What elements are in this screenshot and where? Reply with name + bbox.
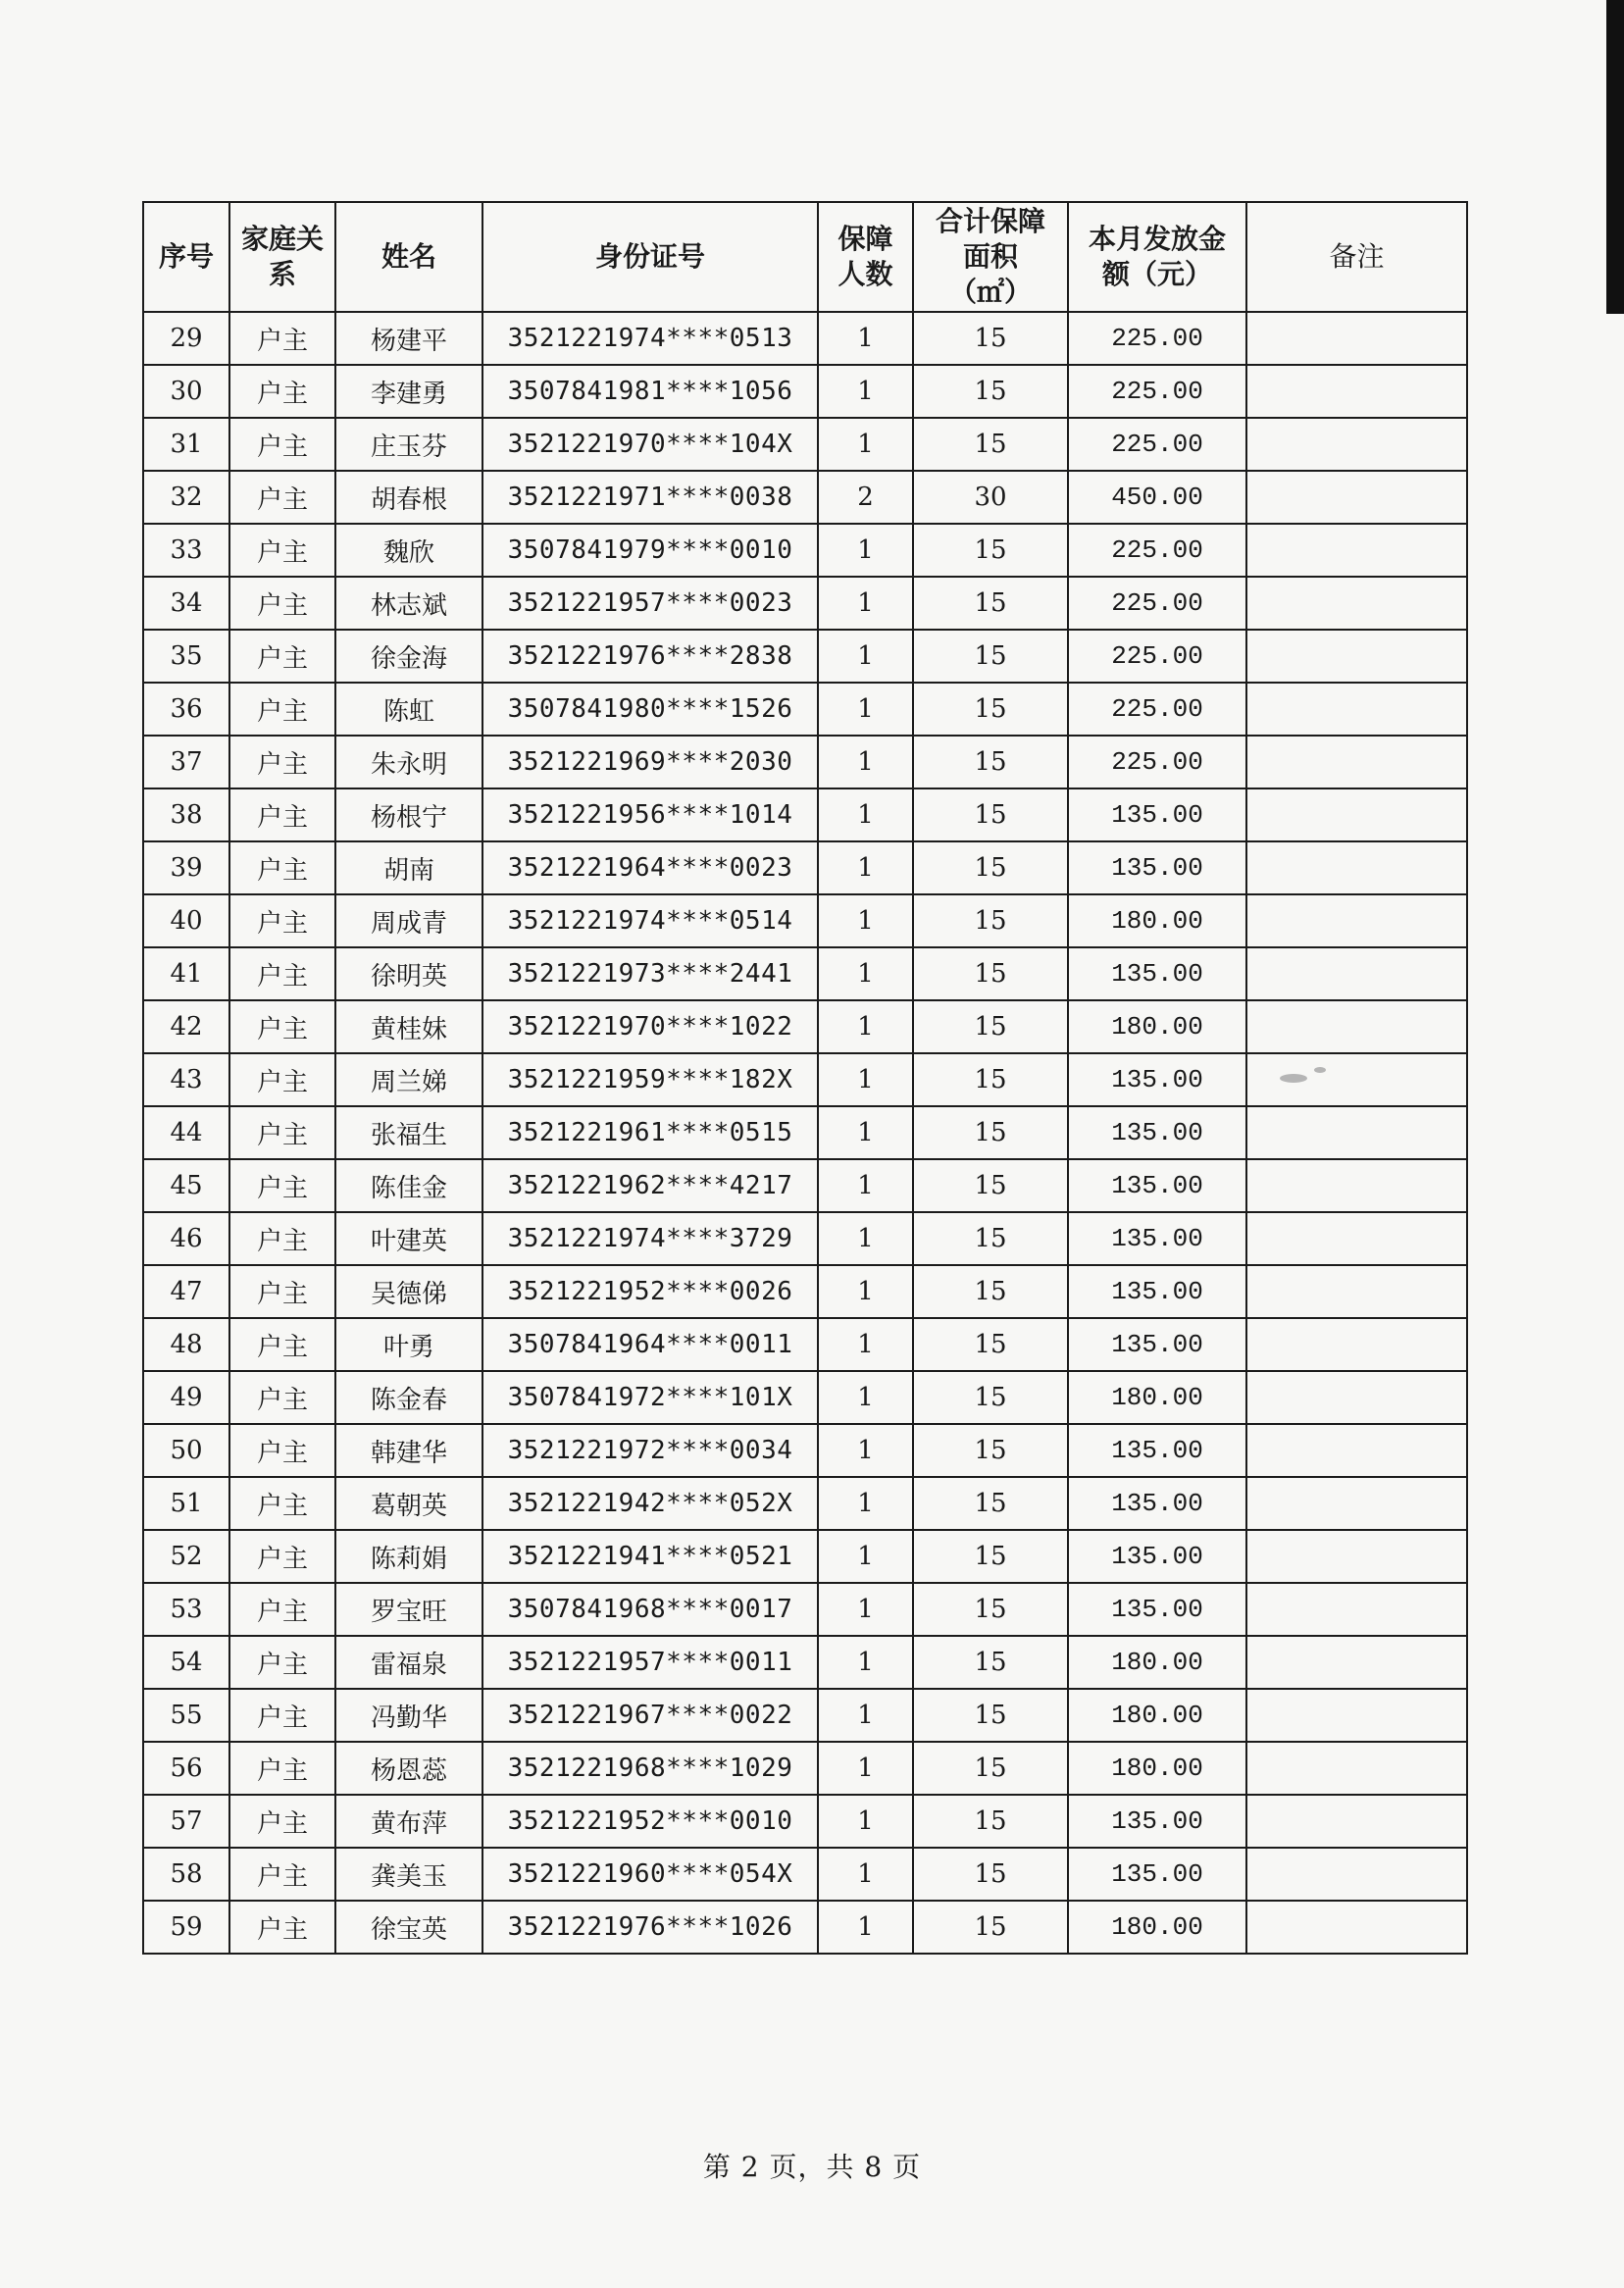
cell-amount: 225.00	[1068, 577, 1246, 630]
cell-persons: 1	[818, 365, 913, 418]
cell-remark	[1246, 1371, 1467, 1424]
cell-area: 15	[913, 1795, 1068, 1848]
cell-persons: 1	[818, 1265, 913, 1318]
cell-relation: 户主	[229, 1424, 335, 1477]
table-row	[143, 1795, 1467, 1848]
cell-persons: 1	[818, 1106, 913, 1159]
cell-area: 15	[913, 1689, 1068, 1742]
cell-id-number: 3521221970****104X	[482, 418, 818, 471]
cell-remark	[1246, 1848, 1467, 1901]
cell-persons: 1	[818, 418, 913, 471]
cell-seq: 38	[143, 788, 229, 841]
cell-name: 黄布萍	[335, 1795, 482, 1848]
cell-seq: 42	[143, 1000, 229, 1053]
cell-persons: 1	[818, 1848, 913, 1901]
cell-seq: 59	[143, 1901, 229, 1954]
cell-amount: 225.00	[1068, 365, 1246, 418]
cell-persons: 1	[818, 947, 913, 1000]
cell-area: 15	[913, 947, 1068, 1000]
table-row	[143, 1371, 1467, 1424]
cell-name: 陈莉娟	[335, 1530, 482, 1583]
cell-area: 15	[913, 418, 1068, 471]
cell-area: 15	[913, 1848, 1068, 1901]
cell-amount: 135.00	[1068, 841, 1246, 894]
cell-amount: 180.00	[1068, 1742, 1246, 1795]
table-row	[143, 1583, 1467, 1636]
table-row	[143, 1530, 1467, 1583]
cell-persons: 1	[818, 1000, 913, 1053]
cell-seq: 33	[143, 524, 229, 577]
cell-remark	[1246, 947, 1467, 1000]
cell-seq: 44	[143, 1106, 229, 1159]
cell-area: 15	[913, 1742, 1068, 1795]
cell-area: 15	[913, 1583, 1068, 1636]
cell-amount: 225.00	[1068, 312, 1246, 365]
cell-amount: 135.00	[1068, 1848, 1246, 1901]
cell-id-number: 3507841980****1526	[482, 683, 818, 736]
cell-remark	[1246, 894, 1467, 947]
cell-name: 黄桂妹	[335, 1000, 482, 1053]
table-row	[143, 418, 1467, 471]
cell-seq: 49	[143, 1371, 229, 1424]
cell-id-number: 3521221974****0513	[482, 312, 818, 365]
header-remark: 备注	[1246, 202, 1467, 312]
cell-name: 朱永明	[335, 736, 482, 788]
cell-area: 15	[913, 736, 1068, 788]
cell-seq: 41	[143, 947, 229, 1000]
cell-persons: 1	[818, 524, 913, 577]
cell-name: 叶勇	[335, 1318, 482, 1371]
cell-amount: 135.00	[1068, 1053, 1246, 1106]
cell-area: 15	[913, 1000, 1068, 1053]
cell-relation: 户主	[229, 1689, 335, 1742]
cell-id-number: 3521221964****0023	[482, 841, 818, 894]
cell-remark	[1246, 524, 1467, 577]
cell-remark	[1246, 1689, 1467, 1742]
cell-seq: 56	[143, 1742, 229, 1795]
cell-relation: 户主	[229, 788, 335, 841]
cell-remark	[1246, 1795, 1467, 1848]
cell-name: 杨恩蕊	[335, 1742, 482, 1795]
cell-area: 15	[913, 1901, 1068, 1954]
cell-relation: 户主	[229, 736, 335, 788]
table-row	[143, 471, 1467, 524]
table-row	[143, 683, 1467, 736]
table-row	[143, 630, 1467, 683]
cell-persons: 1	[818, 894, 913, 947]
cell-id-number: 3521221952****0010	[482, 1795, 818, 1848]
cell-amount: 135.00	[1068, 1795, 1246, 1848]
cell-id-number: 3521221941****0521	[482, 1530, 818, 1583]
cell-seq: 58	[143, 1848, 229, 1901]
cell-name: 李建勇	[335, 365, 482, 418]
cell-relation: 户主	[229, 312, 335, 365]
table-row	[143, 894, 1467, 947]
cell-remark	[1246, 630, 1467, 683]
cell-id-number: 3521221942****052X	[482, 1477, 818, 1530]
table-row	[143, 1901, 1467, 1954]
cell-relation: 户主	[229, 418, 335, 471]
cell-amount: 135.00	[1068, 1477, 1246, 1530]
cell-name: 罗宝旺	[335, 1583, 482, 1636]
cell-name: 周兰娣	[335, 1053, 482, 1106]
table-row	[143, 577, 1467, 630]
cell-persons: 1	[818, 1530, 913, 1583]
table-row	[143, 1106, 1467, 1159]
cell-area: 15	[913, 1636, 1068, 1689]
header-persons: 保障 人数	[818, 202, 913, 312]
cell-remark	[1246, 1530, 1467, 1583]
cell-remark	[1246, 1742, 1467, 1795]
header-seq: 序号	[143, 202, 229, 312]
cell-amount: 135.00	[1068, 1159, 1246, 1212]
table-row	[143, 841, 1467, 894]
table-row	[143, 1636, 1467, 1689]
cell-amount: 135.00	[1068, 1583, 1246, 1636]
cell-seq: 52	[143, 1530, 229, 1583]
cell-persons: 1	[818, 1159, 913, 1212]
cell-area: 15	[913, 1265, 1068, 1318]
cell-area: 15	[913, 894, 1068, 947]
cell-relation: 户主	[229, 1901, 335, 1954]
document-page	[142, 201, 1466, 1955]
cell-id-number: 3521221956****1014	[482, 788, 818, 841]
cell-area: 15	[913, 577, 1068, 630]
cell-name: 徐宝英	[335, 1901, 482, 1954]
table-row	[143, 1689, 1467, 1742]
cell-id-number: 3507841972****101X	[482, 1371, 818, 1424]
cell-seq: 35	[143, 630, 229, 683]
cell-id-number: 3507841981****1056	[482, 365, 818, 418]
cell-name: 胡春根	[335, 471, 482, 524]
cell-id-number: 3507841964****0011	[482, 1318, 818, 1371]
header-id-number: 身份证号	[482, 202, 818, 312]
cell-persons: 1	[818, 1371, 913, 1424]
cell-amount: 180.00	[1068, 1636, 1246, 1689]
cell-area: 15	[913, 1212, 1068, 1265]
cell-amount: 225.00	[1068, 524, 1246, 577]
cell-remark	[1246, 1318, 1467, 1371]
cell-amount: 135.00	[1068, 1212, 1246, 1265]
cell-relation: 户主	[229, 1106, 335, 1159]
table-row	[143, 736, 1467, 788]
table-body	[143, 312, 1467, 1954]
cell-persons: 2	[818, 471, 913, 524]
cell-seq: 39	[143, 841, 229, 894]
cell-persons: 1	[818, 683, 913, 736]
cell-amount: 450.00	[1068, 471, 1246, 524]
cell-seq: 31	[143, 418, 229, 471]
cell-name: 韩建华	[335, 1424, 482, 1477]
cell-id-number: 3521221971****0038	[482, 471, 818, 524]
cell-seq: 34	[143, 577, 229, 630]
cell-area: 15	[913, 1530, 1068, 1583]
cell-remark	[1246, 1265, 1467, 1318]
cell-relation: 户主	[229, 524, 335, 577]
cell-name: 胡南	[335, 841, 482, 894]
cell-id-number: 3507841979****0010	[482, 524, 818, 577]
cell-name: 龚美玉	[335, 1848, 482, 1901]
cell-amount: 135.00	[1068, 1530, 1246, 1583]
cell-id-number: 3521221967****0022	[482, 1689, 818, 1742]
cell-area: 30	[913, 471, 1068, 524]
cell-amount: 180.00	[1068, 1000, 1246, 1053]
cell-id-number: 3521221959****182X	[482, 1053, 818, 1106]
cell-area: 15	[913, 630, 1068, 683]
table-row	[143, 524, 1467, 577]
cell-area: 15	[913, 788, 1068, 841]
cell-persons: 1	[818, 1689, 913, 1742]
cell-relation: 户主	[229, 1742, 335, 1795]
cell-amount: 225.00	[1068, 736, 1246, 788]
cell-relation: 户主	[229, 365, 335, 418]
cell-amount: 225.00	[1068, 683, 1246, 736]
cell-persons: 1	[818, 1742, 913, 1795]
cell-id-number: 3521221974****3729	[482, 1212, 818, 1265]
cell-seq: 30	[143, 365, 229, 418]
cell-id-number: 3521221976****2838	[482, 630, 818, 683]
cell-relation: 户主	[229, 1159, 335, 1212]
cell-name: 陈金春	[335, 1371, 482, 1424]
cell-seq: 29	[143, 312, 229, 365]
table-row	[143, 1212, 1467, 1265]
cell-remark	[1246, 471, 1467, 524]
cell-relation: 户主	[229, 1530, 335, 1583]
cell-relation: 户主	[229, 683, 335, 736]
cell-seq: 36	[143, 683, 229, 736]
cell-name: 庄玉芬	[335, 418, 482, 471]
cell-relation: 户主	[229, 894, 335, 947]
cell-relation: 户主	[229, 1318, 335, 1371]
cell-name: 葛朝英	[335, 1477, 482, 1530]
cell-area: 15	[913, 1477, 1068, 1530]
cell-amount: 135.00	[1068, 1106, 1246, 1159]
cell-relation: 户主	[229, 1583, 335, 1636]
cell-name: 张福生	[335, 1106, 482, 1159]
cell-seq: 53	[143, 1583, 229, 1636]
cell-amount: 135.00	[1068, 947, 1246, 1000]
cell-name: 雷福泉	[335, 1636, 482, 1689]
cell-persons: 1	[818, 630, 913, 683]
table-row	[143, 1159, 1467, 1212]
table-row	[143, 947, 1467, 1000]
cell-name: 林志斌	[335, 577, 482, 630]
cell-persons: 1	[818, 1424, 913, 1477]
cell-area: 15	[913, 1159, 1068, 1212]
cell-seq: 47	[143, 1265, 229, 1318]
cell-remark	[1246, 312, 1467, 365]
cell-seq: 45	[143, 1159, 229, 1212]
table-row	[143, 365, 1467, 418]
cell-persons: 1	[818, 736, 913, 788]
cell-area: 15	[913, 1106, 1068, 1159]
table-row	[143, 1477, 1467, 1530]
cell-seq: 32	[143, 471, 229, 524]
cell-relation: 户主	[229, 630, 335, 683]
cell-relation: 户主	[229, 1371, 335, 1424]
cell-remark	[1246, 788, 1467, 841]
cell-persons: 1	[818, 1318, 913, 1371]
cell-relation: 户主	[229, 1000, 335, 1053]
cell-seq: 57	[143, 1795, 229, 1848]
cell-name: 陈虹	[335, 683, 482, 736]
cell-seq: 54	[143, 1636, 229, 1689]
table-row	[143, 1265, 1467, 1318]
cell-name: 杨建平	[335, 312, 482, 365]
cell-relation: 户主	[229, 1795, 335, 1848]
cell-amount: 180.00	[1068, 1689, 1246, 1742]
cell-persons: 1	[818, 1583, 913, 1636]
cell-relation: 户主	[229, 1212, 335, 1265]
cell-area: 15	[913, 841, 1068, 894]
table-header-row	[143, 202, 1467, 312]
cell-seq: 50	[143, 1424, 229, 1477]
cell-relation: 户主	[229, 1053, 335, 1106]
cell-remark	[1246, 841, 1467, 894]
page-number: 第 2 页，共 8 页	[702, 2151, 922, 2183]
cell-area: 15	[913, 1053, 1068, 1106]
cell-relation: 户主	[229, 947, 335, 1000]
cell-name: 吴德俤	[335, 1265, 482, 1318]
cell-amount: 135.00	[1068, 1318, 1246, 1371]
cell-area: 15	[913, 312, 1068, 365]
cell-amount: 180.00	[1068, 1901, 1246, 1954]
cell-name: 杨根宁	[335, 788, 482, 841]
cell-persons: 1	[818, 788, 913, 841]
cell-remark	[1246, 1636, 1467, 1689]
cell-persons: 1	[818, 841, 913, 894]
cell-remark	[1246, 1053, 1467, 1106]
cell-persons: 1	[818, 1901, 913, 1954]
cell-id-number: 3521221962****4217	[482, 1159, 818, 1212]
table-row	[143, 788, 1467, 841]
cell-name: 周成青	[335, 894, 482, 947]
cell-relation: 户主	[229, 577, 335, 630]
cell-amount: 135.00	[1068, 1265, 1246, 1318]
cell-relation: 户主	[229, 1265, 335, 1318]
cell-id-number: 3521221974****0514	[482, 894, 818, 947]
cell-id-number: 3521221968****1029	[482, 1742, 818, 1795]
cell-area: 15	[913, 365, 1068, 418]
header-relation: 家庭关 系	[229, 202, 335, 312]
cell-relation: 户主	[229, 1848, 335, 1901]
scan-edge-mark	[1606, 0, 1624, 314]
cell-remark	[1246, 1424, 1467, 1477]
cell-area: 15	[913, 524, 1068, 577]
table-row	[143, 1742, 1467, 1795]
header-area: 合计保障 面积 （㎡）	[913, 202, 1068, 312]
table-row	[143, 1848, 1467, 1901]
cell-seq: 51	[143, 1477, 229, 1530]
cell-id-number: 3521221961****0515	[482, 1106, 818, 1159]
cell-amount: 225.00	[1068, 418, 1246, 471]
cell-seq: 37	[143, 736, 229, 788]
cell-seq: 43	[143, 1053, 229, 1106]
cell-persons: 1	[818, 312, 913, 365]
cell-id-number: 3521221973****2441	[482, 947, 818, 1000]
cell-name: 魏欣	[335, 524, 482, 577]
allowance-table	[142, 201, 1468, 1955]
cell-remark	[1246, 418, 1467, 471]
cell-persons: 1	[818, 1636, 913, 1689]
cell-persons: 1	[818, 1053, 913, 1106]
cell-seq: 40	[143, 894, 229, 947]
header-amount: 本月发放金 额（元）	[1068, 202, 1246, 312]
header-name: 姓名	[335, 202, 482, 312]
cell-remark	[1246, 1000, 1467, 1053]
cell-area: 15	[913, 1318, 1068, 1371]
cell-name: 陈佳金	[335, 1159, 482, 1212]
cell-remark	[1246, 1212, 1467, 1265]
table-row	[143, 312, 1467, 365]
cell-relation: 户主	[229, 841, 335, 894]
cell-seq: 48	[143, 1318, 229, 1371]
cell-id-number: 3521221970****1022	[482, 1000, 818, 1053]
cell-remark	[1246, 1159, 1467, 1212]
cell-seq: 46	[143, 1212, 229, 1265]
cell-id-number: 3521221960****054X	[482, 1848, 818, 1901]
cell-name: 徐金海	[335, 630, 482, 683]
cell-persons: 1	[818, 1795, 913, 1848]
cell-name: 叶建英	[335, 1212, 482, 1265]
cell-id-number: 3507841968****0017	[482, 1583, 818, 1636]
cell-remark	[1246, 1106, 1467, 1159]
cell-relation: 户主	[229, 1636, 335, 1689]
cell-area: 15	[913, 1424, 1068, 1477]
cell-area: 15	[913, 683, 1068, 736]
cell-id-number: 3521221972****0034	[482, 1424, 818, 1477]
cell-remark	[1246, 683, 1467, 736]
cell-area: 15	[913, 1371, 1068, 1424]
cell-id-number: 3521221957****0011	[482, 1636, 818, 1689]
cell-id-number: 3521221969****2030	[482, 736, 818, 788]
cell-remark	[1246, 577, 1467, 630]
cell-seq: 55	[143, 1689, 229, 1742]
cell-amount: 180.00	[1068, 894, 1246, 947]
cell-id-number: 3521221976****1026	[482, 1901, 818, 1954]
table-row	[143, 1053, 1467, 1106]
cell-remark	[1246, 1477, 1467, 1530]
cell-name: 冯勤华	[335, 1689, 482, 1742]
table-row	[143, 1424, 1467, 1477]
cell-amount: 135.00	[1068, 1424, 1246, 1477]
cell-relation: 户主	[229, 1477, 335, 1530]
cell-remark	[1246, 1901, 1467, 1954]
cell-persons: 1	[818, 577, 913, 630]
cell-amount: 135.00	[1068, 788, 1246, 841]
cell-amount: 180.00	[1068, 1371, 1246, 1424]
cell-persons: 1	[818, 1477, 913, 1530]
cell-persons: 1	[818, 1212, 913, 1265]
cell-remark	[1246, 736, 1467, 788]
table-row	[143, 1000, 1467, 1053]
cell-id-number: 3521221952****0026	[482, 1265, 818, 1318]
table-row	[143, 1318, 1467, 1371]
cell-remark	[1246, 1583, 1467, 1636]
cell-remark	[1246, 365, 1467, 418]
cell-amount: 225.00	[1068, 630, 1246, 683]
cell-relation: 户主	[229, 471, 335, 524]
cell-name: 徐明英	[335, 947, 482, 1000]
cell-id-number: 3521221957****0023	[482, 577, 818, 630]
